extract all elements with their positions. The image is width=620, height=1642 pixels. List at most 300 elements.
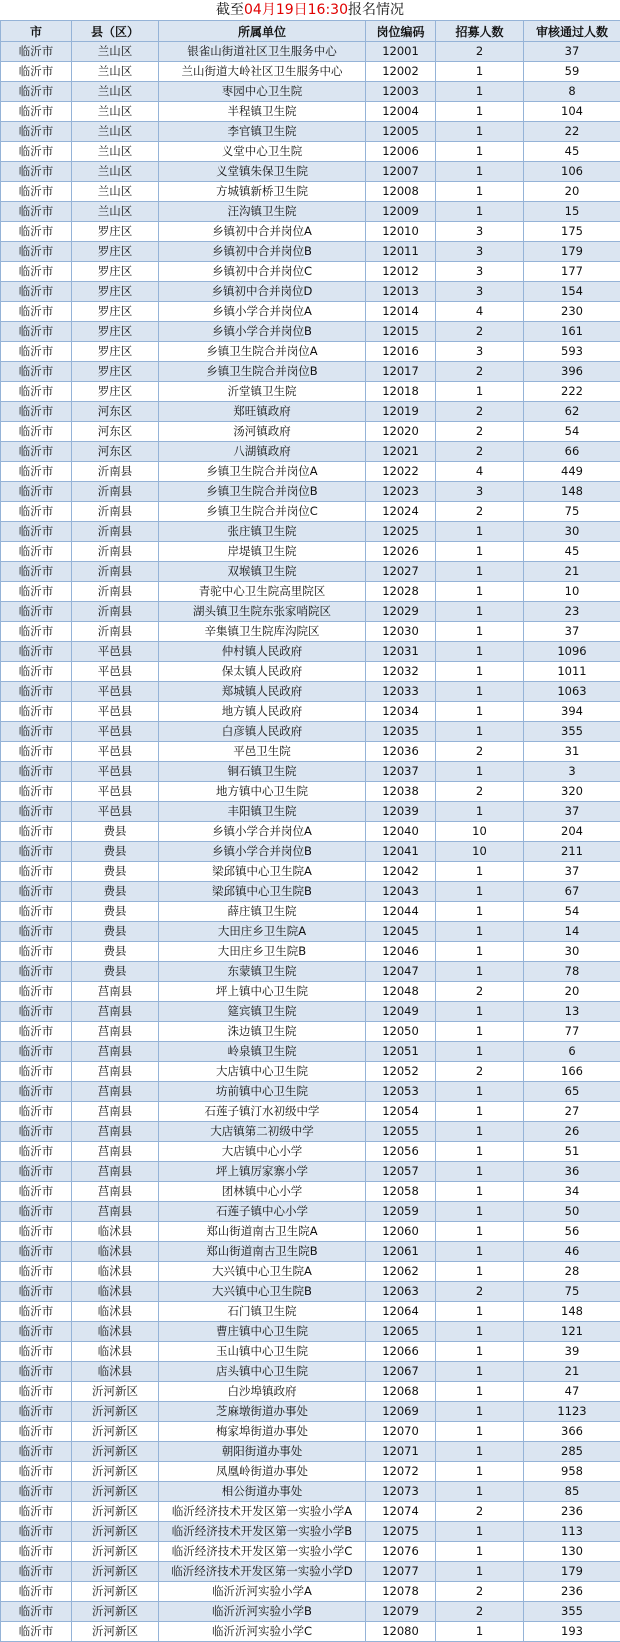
cell-quota: 2 [436, 322, 524, 342]
table-row [1, 262, 620, 282]
cell-unit: 大兴镇中心卫生院A [159, 1262, 366, 1282]
cell-city: 临沂市 [1, 842, 72, 862]
cell-county: 临沭县 [72, 1362, 159, 1382]
table-row [1, 1402, 620, 1422]
col-header-city: 市 [1, 21, 72, 42]
cell-county: 罗庄区 [72, 322, 159, 342]
table-row [1, 1582, 620, 1602]
cell-quota: 1 [436, 1182, 524, 1202]
table-row [1, 402, 620, 422]
cell-unit: 乡镇卫生院合并岗位C [159, 502, 366, 522]
table-row [1, 222, 620, 242]
table-row [1, 242, 620, 262]
cell-post-code: 12051 [366, 1042, 436, 1062]
cell-quota: 2 [436, 1582, 524, 1602]
cell-post-code: 12076 [366, 1542, 436, 1562]
cell-county: 兰山区 [72, 182, 159, 202]
cell-approved: 85 [524, 1482, 620, 1502]
cell-unit: 郑旺镇政府 [159, 402, 366, 422]
cell-quota: 1 [436, 1482, 524, 1502]
cell-county: 河东区 [72, 442, 159, 462]
cell-approved: 37 [524, 802, 620, 822]
cell-city: 临沂市 [1, 622, 72, 642]
cell-approved: 36 [524, 1162, 620, 1182]
cell-quota: 2 [436, 422, 524, 442]
cell-quota: 1 [436, 702, 524, 722]
cell-quota: 1 [436, 582, 524, 602]
cell-county: 临沭县 [72, 1262, 159, 1282]
table-row [1, 1102, 620, 1122]
cell-unit: 洙边镇卫生院 [159, 1022, 366, 1042]
table-row [1, 562, 620, 582]
cell-post-code: 12060 [366, 1222, 436, 1242]
cell-quota: 1 [436, 1122, 524, 1142]
table-row [1, 1442, 620, 1462]
cell-quota: 1 [436, 882, 524, 902]
cell-county: 沂南县 [72, 482, 159, 502]
cell-post-code: 12037 [366, 762, 436, 782]
table-row [1, 702, 620, 722]
cell-county: 临沭县 [72, 1342, 159, 1362]
table-row [1, 982, 620, 1002]
cell-quota: 1 [436, 1242, 524, 1262]
cell-city: 临沂市 [1, 1402, 72, 1422]
report-title [0, 0, 620, 20]
table-row [1, 342, 620, 362]
cell-approved: 1063 [524, 682, 620, 702]
cell-county: 莒南县 [72, 1062, 159, 1082]
cell-post-code: 12045 [366, 922, 436, 942]
cell-county: 沂河新区 [72, 1602, 159, 1622]
cell-quota: 1 [436, 902, 524, 922]
cell-approved: 175 [524, 222, 620, 242]
cell-approved: 366 [524, 1422, 620, 1442]
cell-quota: 1 [436, 562, 524, 582]
cell-city: 临沂市 [1, 1522, 72, 1542]
cell-quota: 1 [436, 1162, 524, 1182]
cell-county: 罗庄区 [72, 362, 159, 382]
cell-county: 兰山区 [72, 42, 159, 62]
cell-approved: 121 [524, 1322, 620, 1342]
cell-quota: 1 [436, 1102, 524, 1122]
cell-city: 临沂市 [1, 1422, 72, 1442]
cell-quota: 2 [436, 502, 524, 522]
cell-county: 沂河新区 [72, 1582, 159, 1602]
cell-post-code: 12070 [366, 1422, 436, 1442]
cell-unit: 郑城镇人民政府 [159, 682, 366, 702]
cell-city: 临沂市 [1, 1042, 72, 1062]
cell-county: 平邑县 [72, 782, 159, 802]
cell-city: 临沂市 [1, 1262, 72, 1282]
table-row [1, 202, 620, 222]
cell-quota: 1 [436, 942, 524, 962]
cell-city: 临沂市 [1, 1122, 72, 1142]
cell-quota: 2 [436, 1282, 524, 1302]
cell-county: 沂南县 [72, 502, 159, 522]
table-row [1, 362, 620, 382]
table-row [1, 1422, 620, 1442]
cell-unit: 临沂沂河实验小学B [159, 1602, 366, 1622]
cell-approved: 222 [524, 382, 620, 402]
cell-unit: 乡镇卫生院合并岗位A [159, 342, 366, 362]
cell-approved: 78 [524, 962, 620, 982]
cell-post-code: 12001 [366, 42, 436, 62]
cell-unit: 义堂中心卫生院 [159, 142, 366, 162]
cell-county: 河东区 [72, 422, 159, 442]
cell-post-code: 12022 [366, 462, 436, 482]
cell-post-code: 12063 [366, 1282, 436, 1302]
cell-unit: 东蒙镇卫生院 [159, 962, 366, 982]
table-row [1, 322, 620, 342]
cell-quota: 1 [436, 1442, 524, 1462]
cell-post-code: 12011 [366, 242, 436, 262]
cell-approved: 236 [524, 1582, 620, 1602]
cell-county: 莒南县 [72, 1102, 159, 1122]
cell-post-code: 12068 [366, 1382, 436, 1402]
cell-unit: 坪上镇厉家寨小学 [159, 1162, 366, 1182]
cell-quota: 1 [436, 122, 524, 142]
cell-unit: 仲村镇人民政府 [159, 642, 366, 662]
cell-city: 临沂市 [1, 102, 72, 122]
cell-county: 平邑县 [72, 642, 159, 662]
cell-city: 临沂市 [1, 62, 72, 82]
cell-approved: 161 [524, 322, 620, 342]
cell-city: 临沂市 [1, 1462, 72, 1482]
table-row [1, 842, 620, 862]
cell-unit: 乡镇卫生院合并岗位B [159, 482, 366, 502]
cell-post-code: 12058 [366, 1182, 436, 1202]
cell-county: 莒南县 [72, 1022, 159, 1042]
cell-unit: 郑山街道南古卫生院A [159, 1222, 366, 1242]
cell-county: 罗庄区 [72, 302, 159, 322]
cell-county: 沂南县 [72, 602, 159, 622]
cell-unit: 白沙埠镇政府 [159, 1382, 366, 1402]
cell-city: 临沂市 [1, 662, 72, 682]
table-row [1, 302, 620, 322]
cell-post-code: 12050 [366, 1022, 436, 1042]
table-row [1, 582, 620, 602]
cell-quota: 1 [436, 802, 524, 822]
cell-post-code: 12057 [366, 1162, 436, 1182]
cell-quota: 3 [436, 222, 524, 242]
cell-post-code: 12075 [366, 1522, 436, 1542]
cell-unit: 石门镇卫生院 [159, 1302, 366, 1322]
cell-post-code: 12061 [366, 1242, 436, 1262]
cell-city: 临沂市 [1, 1102, 72, 1122]
cell-county: 费县 [72, 942, 159, 962]
cell-unit: 梁邱镇中心卫生院B [159, 882, 366, 902]
cell-unit: 薛庄镇卫生院 [159, 902, 366, 922]
cell-post-code: 12019 [366, 402, 436, 422]
cell-unit: 铜石镇卫生院 [159, 762, 366, 782]
cell-county: 平邑县 [72, 802, 159, 822]
cell-quota: 1 [436, 1022, 524, 1042]
cell-city: 临沂市 [1, 202, 72, 222]
cell-approved: 59 [524, 62, 620, 82]
table-row [1, 602, 620, 622]
cell-quota: 4 [436, 302, 524, 322]
table-row [1, 802, 620, 822]
cell-county: 兰山区 [72, 142, 159, 162]
cell-city: 临沂市 [1, 582, 72, 602]
cell-city: 临沂市 [1, 1302, 72, 1322]
cell-approved: 45 [524, 542, 620, 562]
cell-unit: 乡镇小学合并岗位B [159, 842, 366, 862]
cell-unit: 乡镇初中合并岗位A [159, 222, 366, 242]
cell-city: 临沂市 [1, 962, 72, 982]
cell-unit: 青驼中心卫生院高里院区 [159, 582, 366, 602]
cell-city: 临沂市 [1, 162, 72, 182]
cell-city: 临沂市 [1, 1602, 72, 1622]
cell-quota: 1 [436, 1542, 524, 1562]
cell-approved: 46 [524, 1242, 620, 1262]
cell-county: 河东区 [72, 402, 159, 422]
cell-approved: 130 [524, 1542, 620, 1562]
table-row [1, 1202, 620, 1222]
table-row [1, 102, 620, 122]
cell-post-code: 12079 [366, 1602, 436, 1622]
cell-unit: 大店镇中心卫生院 [159, 1062, 366, 1082]
cell-unit: 乡镇卫生院合并岗位A [159, 462, 366, 482]
cell-post-code: 12034 [366, 702, 436, 722]
cell-approved: 47 [524, 1382, 620, 1402]
table-row [1, 1602, 620, 1622]
cell-post-code: 12048 [366, 982, 436, 1002]
cell-quota: 1 [436, 1302, 524, 1322]
cell-quota: 1 [436, 1322, 524, 1342]
cell-post-code: 12015 [366, 322, 436, 342]
cell-city: 临沂市 [1, 342, 72, 362]
cell-approved: 236 [524, 1502, 620, 1522]
cell-post-code: 12069 [366, 1402, 436, 1422]
table-row [1, 902, 620, 922]
cell-county: 兰山区 [72, 202, 159, 222]
cell-unit: 张庄镇卫生院 [159, 522, 366, 542]
cell-city: 临沂市 [1, 242, 72, 262]
cell-unit: 大店镇第二初级中学 [159, 1122, 366, 1142]
cell-city: 临沂市 [1, 882, 72, 902]
table-row [1, 1262, 620, 1282]
cell-county: 罗庄区 [72, 262, 159, 282]
cell-unit: 筵宾镇卫生院 [159, 1002, 366, 1022]
cell-county: 莒南县 [72, 1002, 159, 1022]
table-row [1, 1082, 620, 1102]
cell-approved: 15 [524, 202, 620, 222]
cell-quota: 2 [436, 402, 524, 422]
cell-post-code: 12072 [366, 1462, 436, 1482]
cell-unit: 银雀山街道社区卫生服务中心 [159, 42, 366, 62]
cell-quota: 1 [436, 1622, 524, 1642]
cell-post-code: 12049 [366, 1002, 436, 1022]
cell-county: 临沭县 [72, 1302, 159, 1322]
cell-post-code: 12027 [366, 562, 436, 582]
cell-unit: 大田庄乡卫生院B [159, 942, 366, 962]
cell-quota: 1 [436, 202, 524, 222]
cell-post-code: 12053 [366, 1082, 436, 1102]
cell-city: 临沂市 [1, 482, 72, 502]
cell-city: 临沂市 [1, 1242, 72, 1262]
cell-quota: 4 [436, 462, 524, 482]
table-row [1, 1502, 620, 1522]
cell-city: 临沂市 [1, 302, 72, 322]
cell-post-code: 12033 [366, 682, 436, 702]
cell-unit: 临沂经济技术开发区第一实验小学A [159, 1502, 366, 1522]
cell-unit: 白彦镇人民政府 [159, 722, 366, 742]
cell-post-code: 12042 [366, 862, 436, 882]
table-row [1, 182, 620, 202]
cell-unit: 八湖镇政府 [159, 442, 366, 462]
cell-quota: 3 [436, 342, 524, 362]
cell-unit: 临沂沂河实验小学A [159, 1582, 366, 1602]
cell-post-code: 12035 [366, 722, 436, 742]
cell-unit: 相公街道办事处 [159, 1482, 366, 1502]
cell-post-code: 12065 [366, 1322, 436, 1342]
cell-quota: 1 [436, 1362, 524, 1382]
table-row [1, 462, 620, 482]
cell-quota: 2 [436, 42, 524, 62]
cell-post-code: 12007 [366, 162, 436, 182]
cell-city: 临沂市 [1, 82, 72, 102]
cell-approved: 20 [524, 982, 620, 1002]
cell-quota: 1 [436, 1562, 524, 1582]
table-row [1, 1242, 620, 1262]
cell-county: 兰山区 [72, 162, 159, 182]
cell-approved: 106 [524, 162, 620, 182]
cell-county: 莒南县 [72, 1142, 159, 1162]
cell-county: 兰山区 [72, 62, 159, 82]
cell-county: 兰山区 [72, 102, 159, 122]
table-row [1, 162, 620, 182]
cell-post-code: 12077 [366, 1562, 436, 1582]
cell-unit: 临沂经济技术开发区第一实验小学B [159, 1522, 366, 1542]
cell-city: 临沂市 [1, 722, 72, 742]
cell-post-code: 12064 [366, 1302, 436, 1322]
cell-county: 沂河新区 [72, 1462, 159, 1482]
table-row [1, 1482, 620, 1502]
cell-approved: 28 [524, 1262, 620, 1282]
cell-city: 临沂市 [1, 1562, 72, 1582]
cell-quota: 1 [436, 642, 524, 662]
cell-unit: 乡镇小学合并岗位A [159, 822, 366, 842]
cell-quota: 1 [436, 722, 524, 742]
cell-post-code: 12003 [366, 82, 436, 102]
cell-unit: 李官镇卫生院 [159, 122, 366, 142]
cell-unit: 沂堂镇卫生院 [159, 382, 366, 402]
cell-county: 罗庄区 [72, 242, 159, 262]
cell-post-code: 12052 [366, 1062, 436, 1082]
cell-city: 临沂市 [1, 642, 72, 662]
cell-county: 临沭县 [72, 1222, 159, 1242]
cell-city: 临沂市 [1, 1022, 72, 1042]
table-row [1, 122, 620, 142]
cell-city: 临沂市 [1, 322, 72, 342]
cell-approved: 1011 [524, 662, 620, 682]
cell-post-code: 12040 [366, 822, 436, 842]
cell-county: 平邑县 [72, 702, 159, 722]
cell-quota: 1 [436, 1402, 524, 1422]
cell-approved: 54 [524, 422, 620, 442]
cell-quota: 10 [436, 822, 524, 842]
cell-approved: 6 [524, 1042, 620, 1062]
cell-post-code: 12032 [366, 662, 436, 682]
table-row [1, 662, 620, 682]
cell-quota: 1 [436, 1382, 524, 1402]
cell-quota: 1 [436, 1042, 524, 1062]
table-row [1, 822, 620, 842]
cell-quota: 1 [436, 1462, 524, 1482]
cell-approved: 23 [524, 602, 620, 622]
cell-post-code: 12013 [366, 282, 436, 302]
cell-unit: 临沂经济技术开发区第一实验小学C [159, 1542, 366, 1562]
cell-unit: 汪沟镇卫生院 [159, 202, 366, 222]
cell-approved: 77 [524, 1022, 620, 1042]
table-row [1, 1282, 620, 1302]
cell-city: 临沂市 [1, 702, 72, 722]
cell-unit: 地方镇人民政府 [159, 702, 366, 722]
cell-post-code: 12006 [366, 142, 436, 162]
cell-city: 临沂市 [1, 742, 72, 762]
col-header-approved: 审核通过人数 [524, 21, 620, 42]
cell-city: 临沂市 [1, 1442, 72, 1462]
table-row [1, 142, 620, 162]
cell-approved: 104 [524, 102, 620, 122]
table-row [1, 1122, 620, 1142]
cell-approved: 37 [524, 862, 620, 882]
cell-approved: 1096 [524, 642, 620, 662]
cell-quota: 1 [436, 662, 524, 682]
cell-quota: 1 [436, 1222, 524, 1242]
table-row [1, 962, 620, 982]
table-row [1, 642, 620, 662]
cell-quota: 1 [436, 1002, 524, 1022]
cell-city: 临沂市 [1, 1542, 72, 1562]
cell-post-code: 12009 [366, 202, 436, 222]
cell-city: 临沂市 [1, 142, 72, 162]
cell-quota: 1 [436, 1082, 524, 1102]
cell-unit: 地方镇中心卫生院 [159, 782, 366, 802]
cell-approved: 67 [524, 882, 620, 902]
cell-unit: 辛集镇卫生院库沟院区 [159, 622, 366, 642]
cell-county: 费县 [72, 882, 159, 902]
cell-unit: 乡镇小学合并岗位B [159, 322, 366, 342]
cell-county: 费县 [72, 922, 159, 942]
cell-approved: 193 [524, 1622, 620, 1642]
cell-approved: 166 [524, 1062, 620, 1082]
table-row [1, 1522, 620, 1542]
col-header-county: 县（区） [72, 21, 159, 42]
cell-quota: 2 [436, 362, 524, 382]
table-row [1, 1302, 620, 1322]
cell-post-code: 12071 [366, 1442, 436, 1462]
table-row [1, 442, 620, 462]
cell-unit: 临沂经济技术开发区第一实验小学D [159, 1562, 366, 1582]
cell-unit: 店头镇中心卫生院 [159, 1362, 366, 1382]
cell-county: 沂河新区 [72, 1542, 159, 1562]
cell-unit: 坊前镇中心卫生院 [159, 1082, 366, 1102]
cell-quota: 1 [436, 162, 524, 182]
cell-post-code: 12023 [366, 482, 436, 502]
cell-city: 临沂市 [1, 422, 72, 442]
cell-county: 莒南县 [72, 1122, 159, 1142]
cell-post-code: 12010 [366, 222, 436, 242]
cell-unit: 乡镇初中合并岗位C [159, 262, 366, 282]
cell-quota: 1 [436, 382, 524, 402]
cell-approved: 154 [524, 282, 620, 302]
table-row [1, 1382, 620, 1402]
cell-quota: 1 [436, 142, 524, 162]
cell-city: 临沂市 [1, 902, 72, 922]
cell-approved: 75 [524, 1282, 620, 1302]
